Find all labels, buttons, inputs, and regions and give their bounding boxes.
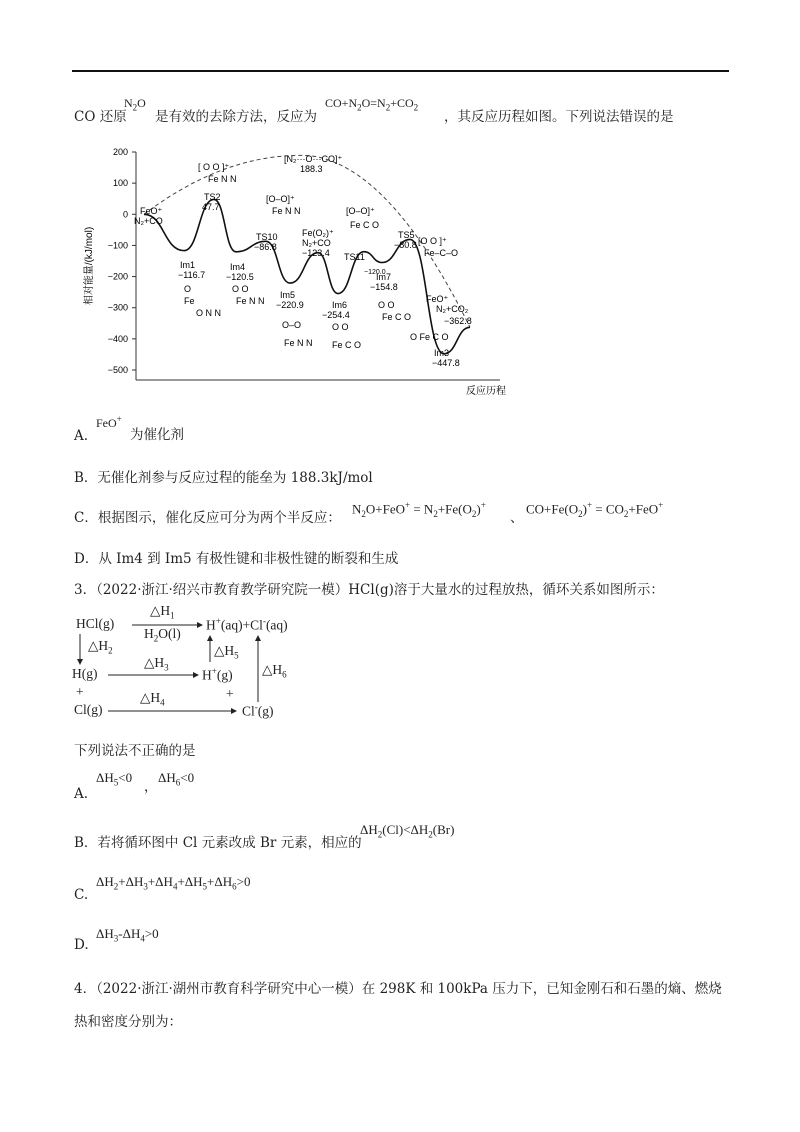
im6-value: −254.4 bbox=[322, 310, 350, 320]
cycle-dh2: $\triangle H_2$ bbox=[88, 638, 113, 656]
cycle-dh5: $\triangle H_5$ bbox=[214, 643, 239, 661]
im6-label: Im6 bbox=[332, 300, 348, 310]
cycle-clminus: Cl-(g) bbox=[242, 702, 274, 719]
q2-option-c-prefix: C．根据图示，催化反应可分为两个半反应： bbox=[74, 510, 341, 526]
im5-structure: O–O bbox=[282, 320, 302, 330]
cycle-dh4: $\triangle H_4$ bbox=[140, 690, 165, 708]
im6-structure-2: Fe C O bbox=[332, 340, 362, 350]
q3-option-a-sep: ， bbox=[144, 779, 158, 795]
im6-structure: O O bbox=[332, 322, 349, 332]
im1-label: Im1 bbox=[180, 260, 196, 270]
q2-option-a-prefix: A. bbox=[74, 428, 89, 444]
cycle-arrows bbox=[70, 610, 310, 720]
im1-structure-2: Fe bbox=[184, 296, 195, 306]
q2-option-a-formula: FeO+ bbox=[96, 414, 122, 430]
q2-reaction-equation: $CO+N_2O=N_2+CO_2$ bbox=[325, 96, 419, 113]
energy-profile-chart bbox=[80, 140, 540, 402]
ts5-structure-2: Fe–C–O bbox=[424, 248, 459, 258]
cycle-dh1: $\triangle H_1$ bbox=[150, 603, 175, 621]
y-tick-label: −300 bbox=[107, 302, 128, 313]
im4-label: Im4 bbox=[230, 262, 246, 272]
q2-option-c-eq2: $CO+Fe(O_2)^+ = CO_2+FeO^+$ bbox=[526, 500, 664, 519]
y-tick-label: −200 bbox=[107, 271, 128, 282]
q3-option-a-eq1: $\Delta H_5<0$ bbox=[96, 770, 133, 788]
ts2-value: 47.7 bbox=[202, 202, 220, 212]
cycle-plus2: + bbox=[226, 686, 234, 701]
feo2-value: −123.4 bbox=[302, 248, 330, 258]
q4-line1: 4．（2022·浙江·湖州市教育科学研究中心一模）在 298K 和 100kPa 压力下，已知金刚石和石墨的熵、燃烧 bbox=[74, 981, 722, 997]
q2-intro-b: 是有效的去除方法，反应为 bbox=[155, 109, 317, 125]
ts2-structure: [ O O ]⁺ bbox=[198, 162, 230, 172]
ts11-label: TS11 bbox=[344, 252, 365, 262]
q3-stem: 下列说法不正确的是 bbox=[74, 743, 196, 759]
y-tick-label: −400 bbox=[107, 333, 128, 344]
feo2-label: Fe(O₂)⁺ bbox=[302, 228, 334, 238]
x-axis-label: 反应历程 bbox=[466, 386, 506, 397]
im4-value: −120.5 bbox=[226, 272, 254, 282]
cycle-aq: H+(aq)+Cl-(aq) bbox=[206, 616, 288, 633]
cycle-clg: Cl(g) bbox=[74, 702, 103, 717]
im7-structure-2: Fe C O bbox=[382, 312, 412, 322]
im5-label: Im5 bbox=[280, 290, 296, 300]
y-tick-label: 100 bbox=[112, 178, 128, 189]
cycle-h2o: $H_2O(l)$ bbox=[144, 626, 181, 644]
start-label: FeO⁺ bbox=[140, 206, 163, 216]
feo2-label-2: N₂+CO bbox=[302, 238, 331, 248]
ts10-structure-2: Fe N N bbox=[272, 206, 301, 216]
im1-structure-3: O N N bbox=[196, 308, 222, 318]
im1-value: −116.7 bbox=[178, 270, 206, 280]
ts10-label: TS10 bbox=[256, 232, 278, 242]
cycle-plus1: + bbox=[76, 684, 84, 699]
y-tick-label: 200 bbox=[112, 147, 128, 157]
q2-option-d: D．从 Im4 到 Im5 有极性键和非极性键的断裂和生成 bbox=[74, 551, 399, 567]
im7-structure: O O bbox=[378, 300, 395, 310]
ts5-value: −80.8 bbox=[394, 240, 417, 250]
uncat-ts-label: [N₂···O···CO]⁺ bbox=[284, 154, 343, 164]
ts11-structure: [O–O]⁺ bbox=[346, 206, 375, 216]
q4-line2: 热和密度分别为： bbox=[74, 1014, 182, 1030]
y-tick-label: −500 bbox=[107, 365, 128, 375]
cycle-dh6: $\triangle H_6$ bbox=[262, 662, 287, 680]
end-value: −362.8 bbox=[444, 316, 472, 326]
q2-intro-a: CO 还原 bbox=[74, 109, 127, 125]
cycle-hplus: H+(g) bbox=[202, 666, 233, 683]
ts11-structure-2: Fe C O bbox=[350, 220, 380, 230]
im3-label: Im3 bbox=[434, 348, 450, 358]
q2-option-a-text: 为催化剂 bbox=[130, 427, 184, 443]
im1-structure: O bbox=[184, 284, 192, 294]
ts10-structure: [O–O]⁺ bbox=[266, 194, 295, 204]
q2-option-c-sep: 、 bbox=[510, 510, 524, 526]
im4-structure: O O bbox=[232, 284, 249, 294]
y-tick-label: 0 bbox=[122, 209, 128, 220]
ts10-value: −86.8 bbox=[254, 242, 277, 252]
q3-option-a-prefix: A. bbox=[74, 786, 89, 802]
ts11-value: −120.0 bbox=[364, 269, 386, 276]
q2-option-b: B．无催化剂参与反应过程的能垒为 188.3kJ/mol bbox=[74, 470, 373, 486]
cycle-hcl: HCl(g) bbox=[76, 616, 115, 631]
y-axis-label: 相对能量/(kJ/mol) bbox=[84, 226, 95, 306]
ts5-structure: [O O ]⁺ bbox=[418, 236, 447, 246]
q3-option-c-prefix: C. bbox=[74, 887, 89, 903]
im3-value: −447.8 bbox=[432, 358, 460, 368]
q2-option-c-eq1: $N_2O+FeO^+ = N_2+Fe(O_2)^+$ bbox=[352, 500, 486, 519]
y-ticks bbox=[108, 147, 136, 375]
q3-option-d-prefix: D. bbox=[74, 937, 89, 953]
q3-title: 3．（2022·浙江·绍兴市教育教学研究院一模）HCl(g)溶于大量水的过程放热，循环关系如图所示： bbox=[74, 582, 664, 598]
im-end-structure: O Fe C O bbox=[410, 332, 449, 342]
y-tick-label: −100 bbox=[107, 240, 128, 251]
start-label-2: N₂+CO bbox=[134, 216, 163, 226]
im5-value: −220.9 bbox=[276, 300, 304, 310]
q2-n2o-formula: $N_2O$ bbox=[124, 96, 146, 113]
im7-value: −154.8 bbox=[370, 282, 398, 292]
ts2-label: TS2 bbox=[204, 192, 221, 202]
end-label: FeO⁺ bbox=[426, 294, 449, 304]
q2-intro-c: ，其反应历程如图。下列说法错误的是 bbox=[444, 109, 674, 125]
end-label-2: N₂+CO₂ bbox=[436, 304, 469, 314]
q3-option-b-eq: $\Delta H_2(Cl)<\Delta H_2(Br)$ bbox=[360, 822, 455, 840]
cycle-hg: H(g) bbox=[72, 666, 98, 681]
q3-option-c-eq: $\Delta H_2+\Delta H_3+\Delta H_4+\Delta H_5+\Delta H_6>0$ bbox=[96, 874, 251, 892]
uncat-ts-value: 188.3 bbox=[300, 164, 323, 174]
cycle-dh3: $\triangle H_3$ bbox=[144, 655, 169, 673]
q3-option-b-text: B．若将循环图中 Cl 元素改成 Br 元素，相应的 bbox=[74, 835, 362, 851]
q3-option-d-eq: $\Delta H_3-\Delta H_4>0$ bbox=[96, 926, 159, 944]
header-rule bbox=[72, 70, 729, 72]
im7-label: Im7 bbox=[376, 272, 392, 282]
ts5-label: TS5 bbox=[398, 230, 415, 240]
ts2-structure-2: Fe N N bbox=[208, 174, 237, 184]
q3-option-a-eq2: $\Delta H_6<0$ bbox=[158, 770, 195, 788]
im4-structure-2: Fe N N bbox=[236, 296, 265, 306]
im5-structure-2: Fe N N bbox=[284, 338, 313, 348]
